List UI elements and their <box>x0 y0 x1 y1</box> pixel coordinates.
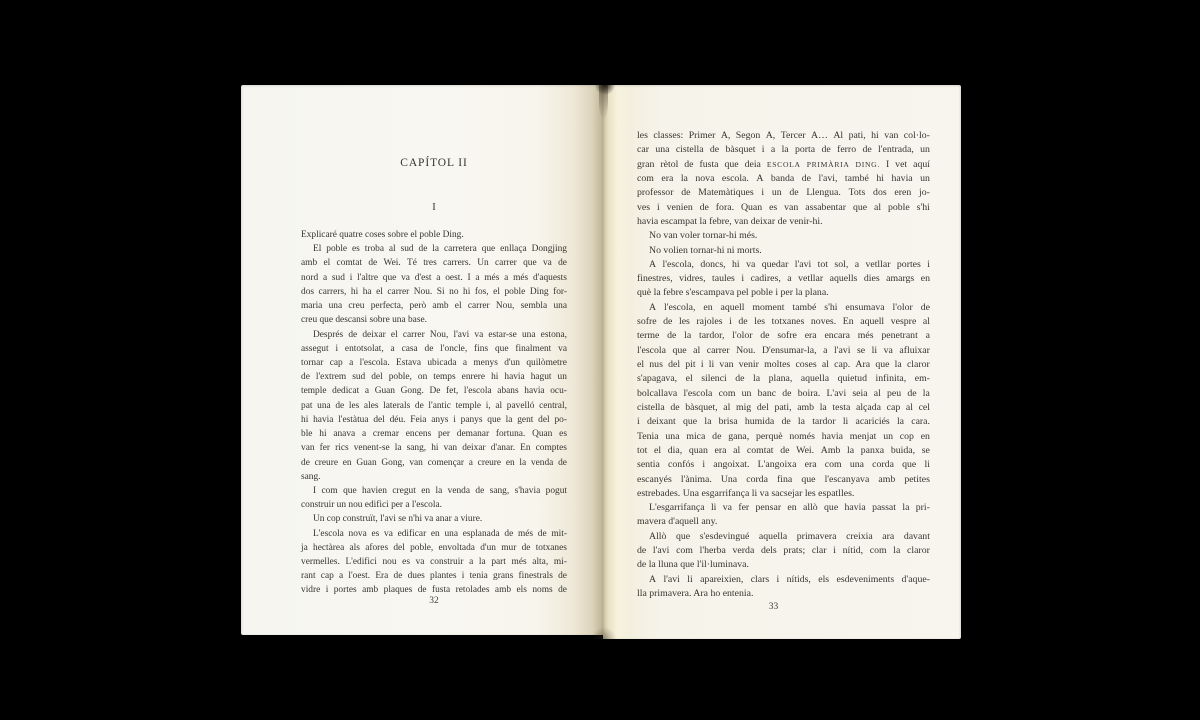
text-line: ble hi anava a cremar encens per demanar fortuna. Quan es <box>301 429 567 440</box>
left-page-number: 32 <box>429 596 439 606</box>
text-line: Un cop construït, l'avi se n'hi va anar a viure. <box>313 514 483 525</box>
text-line: de la lluna que l'il·luminava. <box>637 559 749 571</box>
text-line: L'escola nova es va edificar en una esplanada de més de mit- <box>313 528 567 539</box>
chapter-heading: CAPÍTOL II <box>400 157 468 169</box>
text-line: Tenia una mica de gana, perquè només havia menjat un cop en <box>637 430 930 442</box>
text-line: de creure en Guan Gong, van començar a creure en la venda de <box>301 457 567 468</box>
text-line: No volien tornar-hi ni morts. <box>649 244 762 256</box>
text-line: bolcallava l'escola com un banc de boira. L'avi seia al peu de la <box>637 387 930 399</box>
text-line: rant cap a l'oest. Era de dues plantes i tenia grans finestrals de <box>301 571 567 582</box>
text-line: dos carrers, hi ha el carrer Nou. Si no hi fos, el poble Ding for- <box>301 286 567 297</box>
text-line: amb el comtat de Wei. Té tres carrers. Un carrer que va de <box>301 258 567 269</box>
text-line: L'esgarrifança li va fer pensar en allò que havia passat la pri- <box>649 502 930 514</box>
text-line: Explicaré quatre coses sobre el poble Ding. <box>301 230 464 240</box>
text-line: com era la nova escola. A banda de l'avi, també hi havia un <box>637 172 930 184</box>
text-line: I com que havien cregut en la venda de sang, s'havia pogut <box>313 485 567 496</box>
left-page-body <box>301 228 567 598</box>
spine-crease <box>599 85 608 119</box>
text-line: cistella de bàsquet, al mig del pati, amb la testa alçada cap al cel <box>637 401 930 413</box>
text-line: hi havia l'estàtua del déu. Feia anys i panys que la gent del po- <box>301 414 567 425</box>
right-page-number: 33 <box>768 602 779 612</box>
text-line: maria una creu perfecta, però amb el carrer Nou, sembla una <box>301 301 567 312</box>
text-line: sentia confós i angoixat. L'angoixa era com una corda que li <box>637 459 930 471</box>
right-page <box>603 85 961 639</box>
text-line: havia escampat la febre, van deixar de venir-hi. <box>637 215 823 227</box>
text-line: ves i venien de fora. Quan es van assabentar que al poble s'hi <box>637 201 930 213</box>
right-page-body <box>637 129 930 601</box>
text-line: A l'avi li apareixien, clars i nítids, els esdeveniments d'aque- <box>649 573 930 585</box>
text-line: creu que descansi sobre una base. <box>301 315 427 326</box>
text-line: El poble es troba al sud de la carretera que enllaça Dongjing <box>313 244 567 255</box>
text-line: No van voler tornar-hi més. <box>649 230 758 242</box>
text-line: s'apagava, el silenci de la plana, aquella quietud infinita, em- <box>637 373 930 385</box>
text-line: escanyés l'ànima. Una corda fina que l'escanyava amb petites <box>637 473 930 485</box>
text-line: tornar cap a l'escola. Estava ubicada a menys d'un quilòmetre <box>301 357 567 368</box>
left-page <box>241 85 603 635</box>
text-line: ja hectàrea als afores del poble, envoltada d'un mur de totxanes <box>301 542 567 553</box>
text-line: temple dedicat a Guan Gong. De fet, l'escola abans havia ocu- <box>301 386 567 397</box>
text-line: mavera d'aquell any. <box>637 516 718 528</box>
text-line: tot el dia, quan era al comtat de Wei. Amb la panxa buida, se <box>637 444 930 456</box>
text-line: sofre de les rajoles i de les totxanes noves. En aquell vespre al <box>637 316 930 328</box>
text-line: i deixant que la brisa humida de la tardor li acariciés la cara. <box>637 416 930 428</box>
text-line: assegut i entotsolat, a casa de l'oncle, fins que finalment va <box>301 343 567 354</box>
text-line: professor de Matemàtiques i un de Llengua. Tots dos eren jo- <box>637 187 930 199</box>
text-line: construir un nou edifici per a l'escola. <box>301 500 442 511</box>
text-line: terme de la tardor, l'olor de sofre era encara més penetrant a <box>637 330 930 342</box>
text-line: vidre i portes amb plaques de fusta retolades amb els noms de <box>301 585 567 596</box>
section-numeral: I <box>432 202 436 213</box>
text-line: de l'avi com l'herba verda dels prats; clar i nítid, com la claror <box>637 545 930 557</box>
text-line: què la febre s'escampava pel poble i per la plana. <box>637 287 829 299</box>
text-line: A l'escola, doncs, hi va quedar l'avi tot sol, a vetllar portes i <box>649 258 930 270</box>
text-line: estrebades. Una esgarrifança li va sacsejar les espatlles. <box>637 487 855 499</box>
text-line: les classes: Primer A, Segon A, Tercer A… Al pati, hi van col·lo- <box>637 130 930 141</box>
text-line: Després de deixar el carrer Nou, l'avi va estar-se una estona, <box>313 329 567 340</box>
text-line: car una cistella de bàsquet i a la porta de ferro de l'entrada, un <box>637 144 930 156</box>
text-line: van fer rics venent-se la sang, hi van deixar d'anar. En comptes <box>301 443 567 454</box>
text-line: l'escola que al carrer Nou. D'ensumar-la, a l'avi se li va afluixar <box>637 344 930 356</box>
text-line: vermelles. L'edifici nou es va construir a la part més alta, mi- <box>301 557 567 568</box>
text-line: gran rètol de fusta que deia ESCOLA PRIMÀRIA DING. I vet aquí <box>637 158 930 170</box>
text-line: nord a sud i l'altre que va d'est a oest. I a més a més d'aquests <box>301 272 567 283</box>
text-line: sang. <box>301 471 321 482</box>
text-line: A l'escola, en aquell moment també s'hi ensumava l'olor de <box>649 301 930 313</box>
text-line: pat una de les ales laterals de l'antic temple i, al pavelló central, <box>301 400 567 411</box>
text-line: de l'extrem sud del poble, on temps enrere hi havia hagut un <box>301 372 567 383</box>
text-line: el nus del pit i li van venir moltes coses al cap. Ara que la claror <box>637 359 930 370</box>
text-line: Allò que s'esdevingué aquella primavera creixia ara davant <box>649 530 930 542</box>
spine-shadow-bottom <box>589 621 619 639</box>
text-line: finestres, vidres, taules i cadires, a vetllar aquells dies amargs en <box>637 273 930 285</box>
text-line: lla primavera. Ara ho entenia. <box>637 588 754 599</box>
